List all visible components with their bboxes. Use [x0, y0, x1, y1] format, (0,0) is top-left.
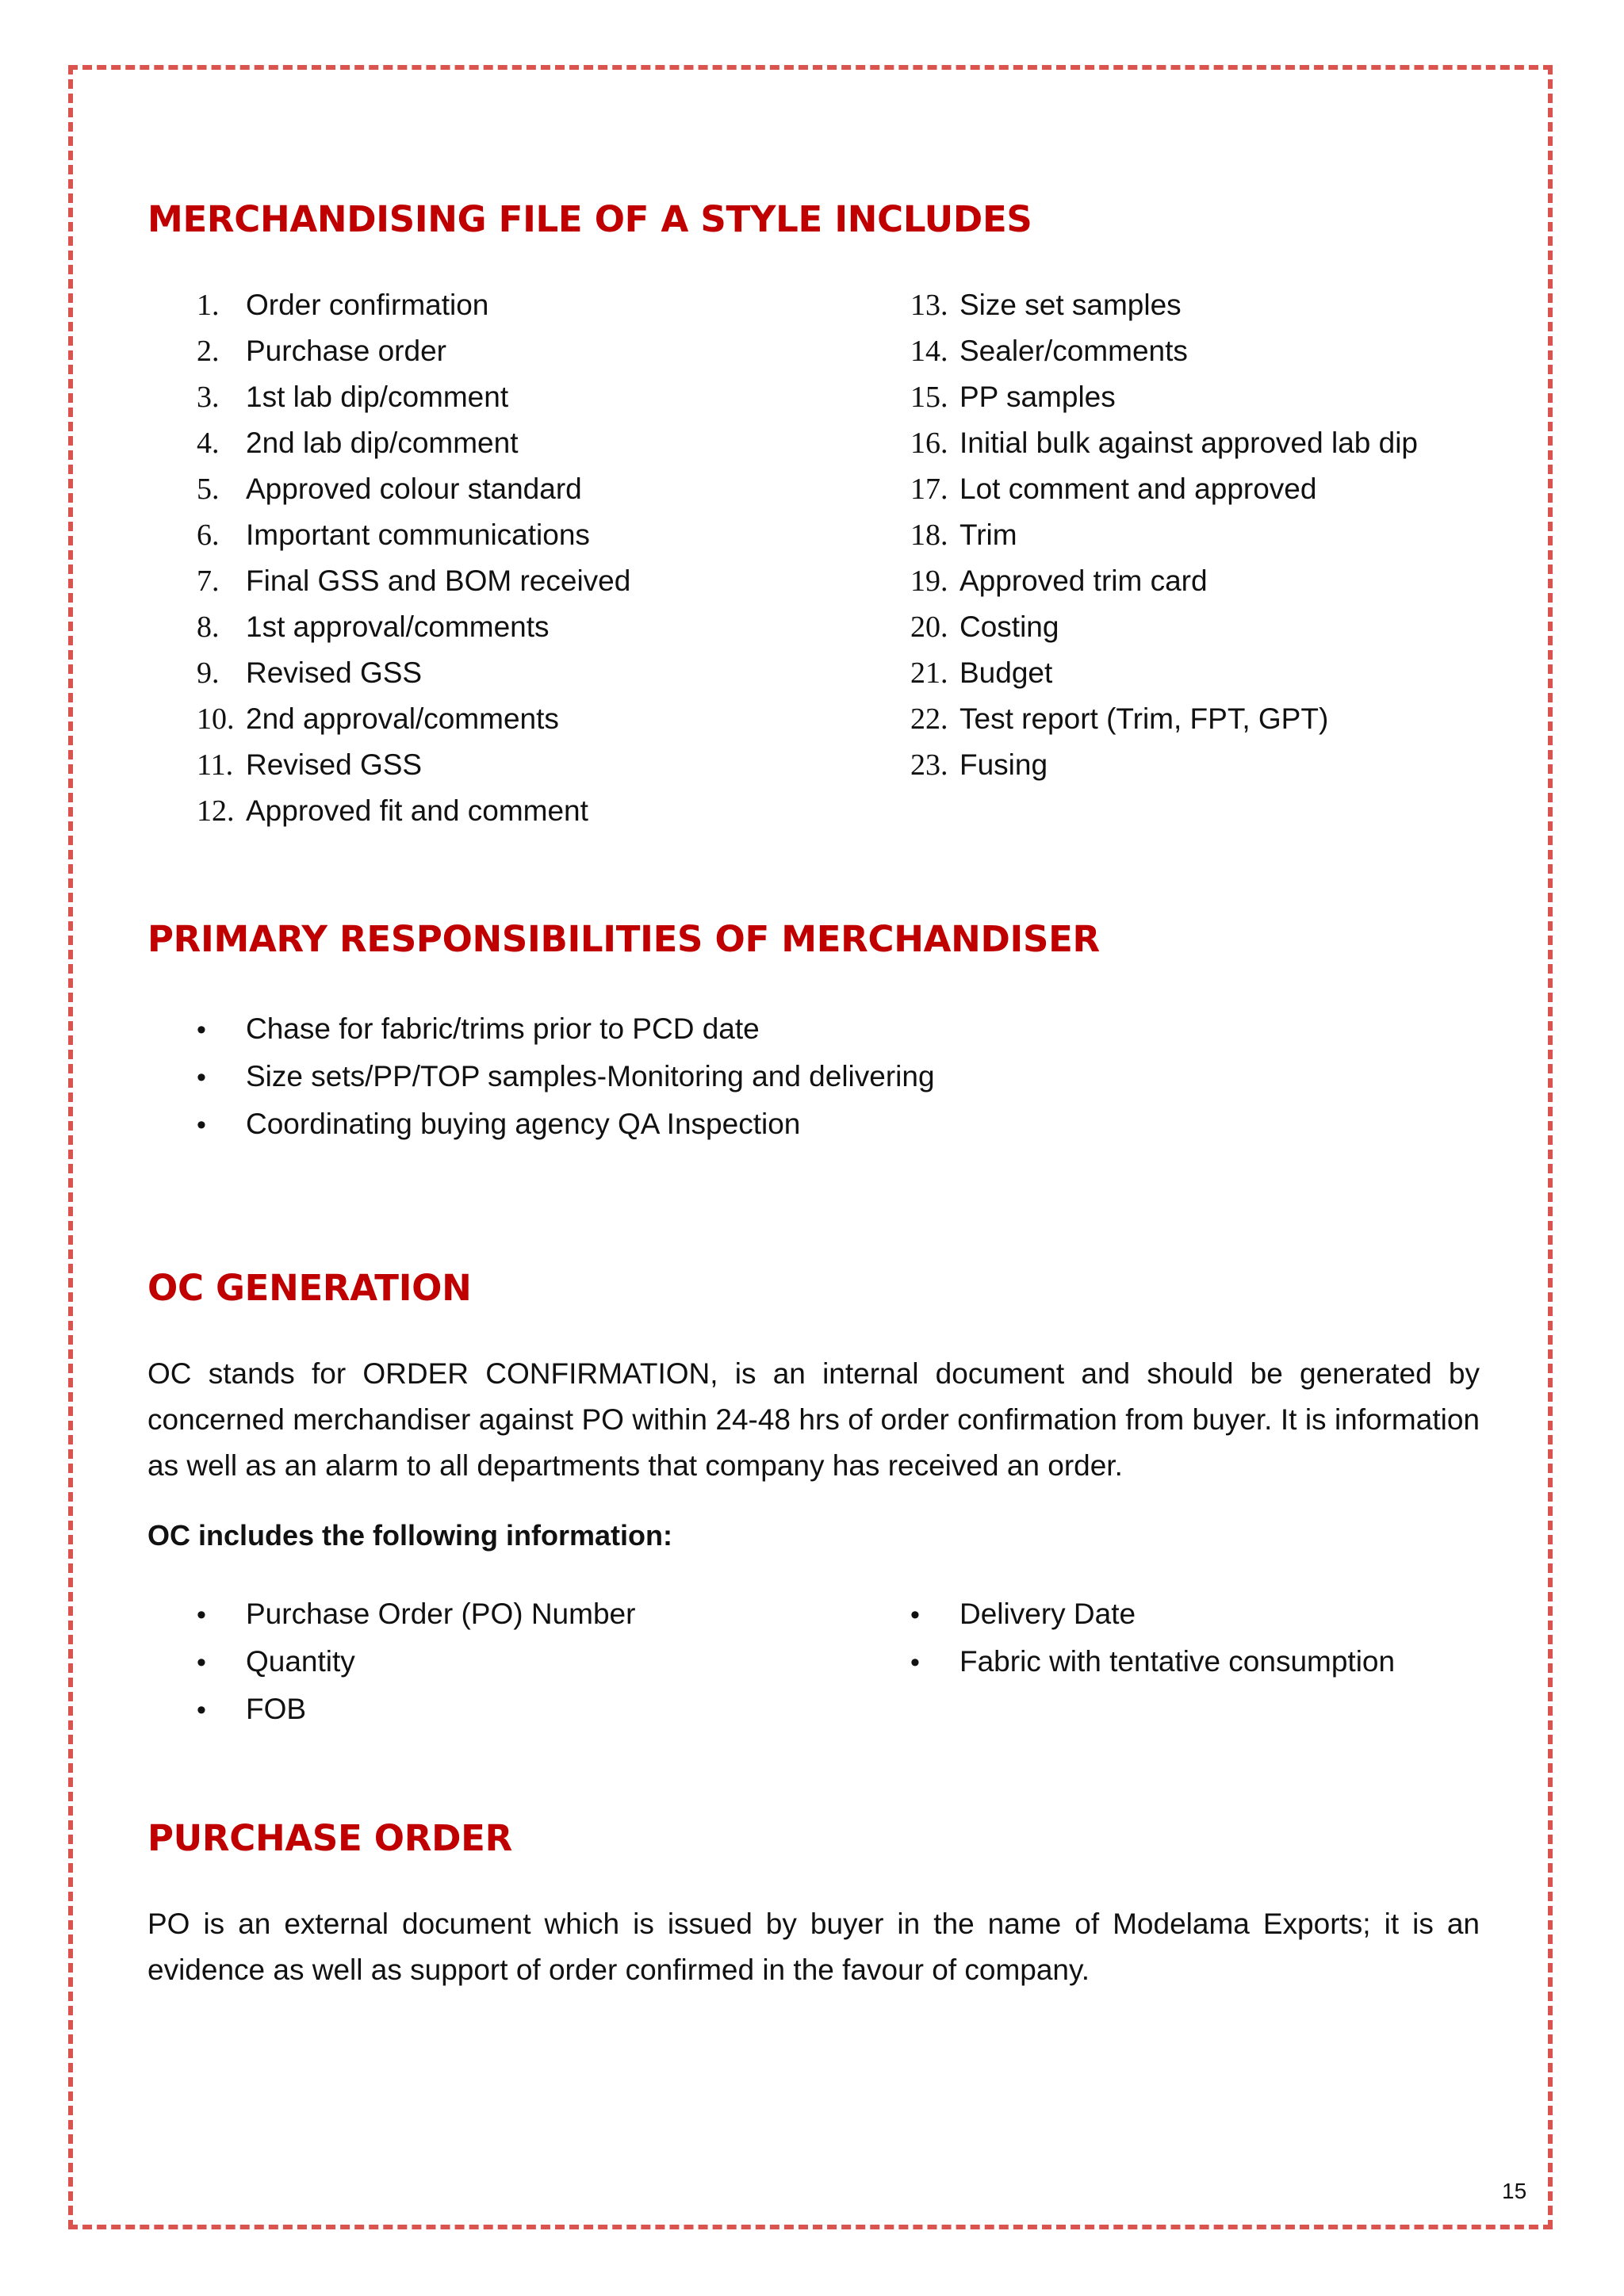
list-item: 23. Fusing [910, 748, 1048, 782]
bullet-icon: • [197, 1062, 206, 1093]
list-item: 2. Purchase order [197, 335, 446, 368]
bullet-icon: • [197, 1015, 206, 1045]
bullet-icon: • [197, 1647, 206, 1678]
bullet-icon: • [910, 1600, 920, 1630]
oc-includes-label: OC includes the following information: [147, 1519, 672, 1552]
oc-paragraph: OC stands for ORDER CONFIRMATION, is an internal document and should be generated by concerned merchandiser against PO within 24-48 hrs of order confirmation from buyer. It is information as well as an alarm to all departments that company has received an order. [147, 1357, 1480, 1482]
list-item: • Size sets/PP/TOP samples-Monitoring and delivering [197, 1053, 1307, 1100]
list-item: 6. Important communications [197, 519, 590, 552]
heading-oc-generation: OC GENERATION [147, 1267, 472, 1309]
list-item: 4. 2nd lab dip/comment [197, 427, 519, 460]
list-item: 17. Lot comment and approved [910, 473, 1317, 506]
responsibilities-list [197, 1005, 1307, 1148]
merch-file-list-left [197, 282, 863, 834]
list-item: 11. Revised GSS [197, 748, 423, 782]
list-item: 13. Size set samples [910, 289, 1182, 322]
list-item: 9. Revised GSS [197, 656, 423, 690]
merch-file-list-right [910, 282, 1481, 788]
bullet-icon: • [910, 1647, 920, 1678]
list-item: 16. Initial bulk against approved lab dip [910, 427, 1418, 460]
heading-purchase-order: PURCHASE ORDER [147, 1817, 512, 1859]
heading-merchandising-file: MERCHANDISING FILE OF A STYLE INCLUDES [147, 198, 1032, 240]
list-item: 18. Trim [910, 519, 1017, 552]
purchase-order-paragraph: PO is an external document which is issued by buyer in the name of Modelama Exports; it is an evidence as well as support of order confirmed in the favour of company. [147, 1908, 1480, 1986]
bullet-icon: • [197, 1110, 206, 1140]
list-item: • Chase for fabric/trims prior to PCD date [197, 1005, 1307, 1053]
list-item: 8. 1st approval/comments [197, 610, 550, 644]
list-item: • Quantity [197, 1638, 863, 1686]
oc-info-list-left [197, 1590, 863, 1733]
list-item: 21. Budget [910, 656, 1053, 690]
list-item: 12. Approved fit and comment [197, 794, 588, 828]
list-item: • Coordinating buying agency QA Inspection [197, 1100, 1307, 1148]
list-item: 20. Costing [910, 610, 1059, 644]
list-item: 1. Order confirmation [197, 289, 489, 322]
list-item: • FOB [197, 1686, 863, 1733]
heading-primary-responsibilities: PRIMARY RESPONSIBILITIES OF MERCHANDISER [147, 918, 1100, 960]
list-item: 5. Approved colour standard [197, 473, 582, 506]
bullet-icon: • [197, 1695, 206, 1725]
list-item: • Purchase Order (PO) Number [197, 1590, 863, 1638]
list-item: 14. Sealer/comments [910, 335, 1188, 368]
list-item: • Fabric with tentative consumption [910, 1638, 1481, 1686]
list-item: 15. PP samples [910, 381, 1116, 414]
list-item: 22. Test report (Trim, FPT, GPT) [910, 702, 1329, 736]
list-item: 7. Final GSS and BOM received [197, 564, 631, 598]
list-item: 3. 1st lab dip/comment [197, 381, 509, 414]
list-item: 10. 2nd approval/comments [197, 702, 559, 736]
page-number: 15 [1502, 2179, 1527, 2203]
list-item: • Delivery Date [910, 1590, 1481, 1638]
oc-info-list-right [910, 1590, 1481, 1686]
bullet-icon: • [197, 1600, 206, 1630]
list-item: 19. Approved trim card [910, 564, 1208, 598]
